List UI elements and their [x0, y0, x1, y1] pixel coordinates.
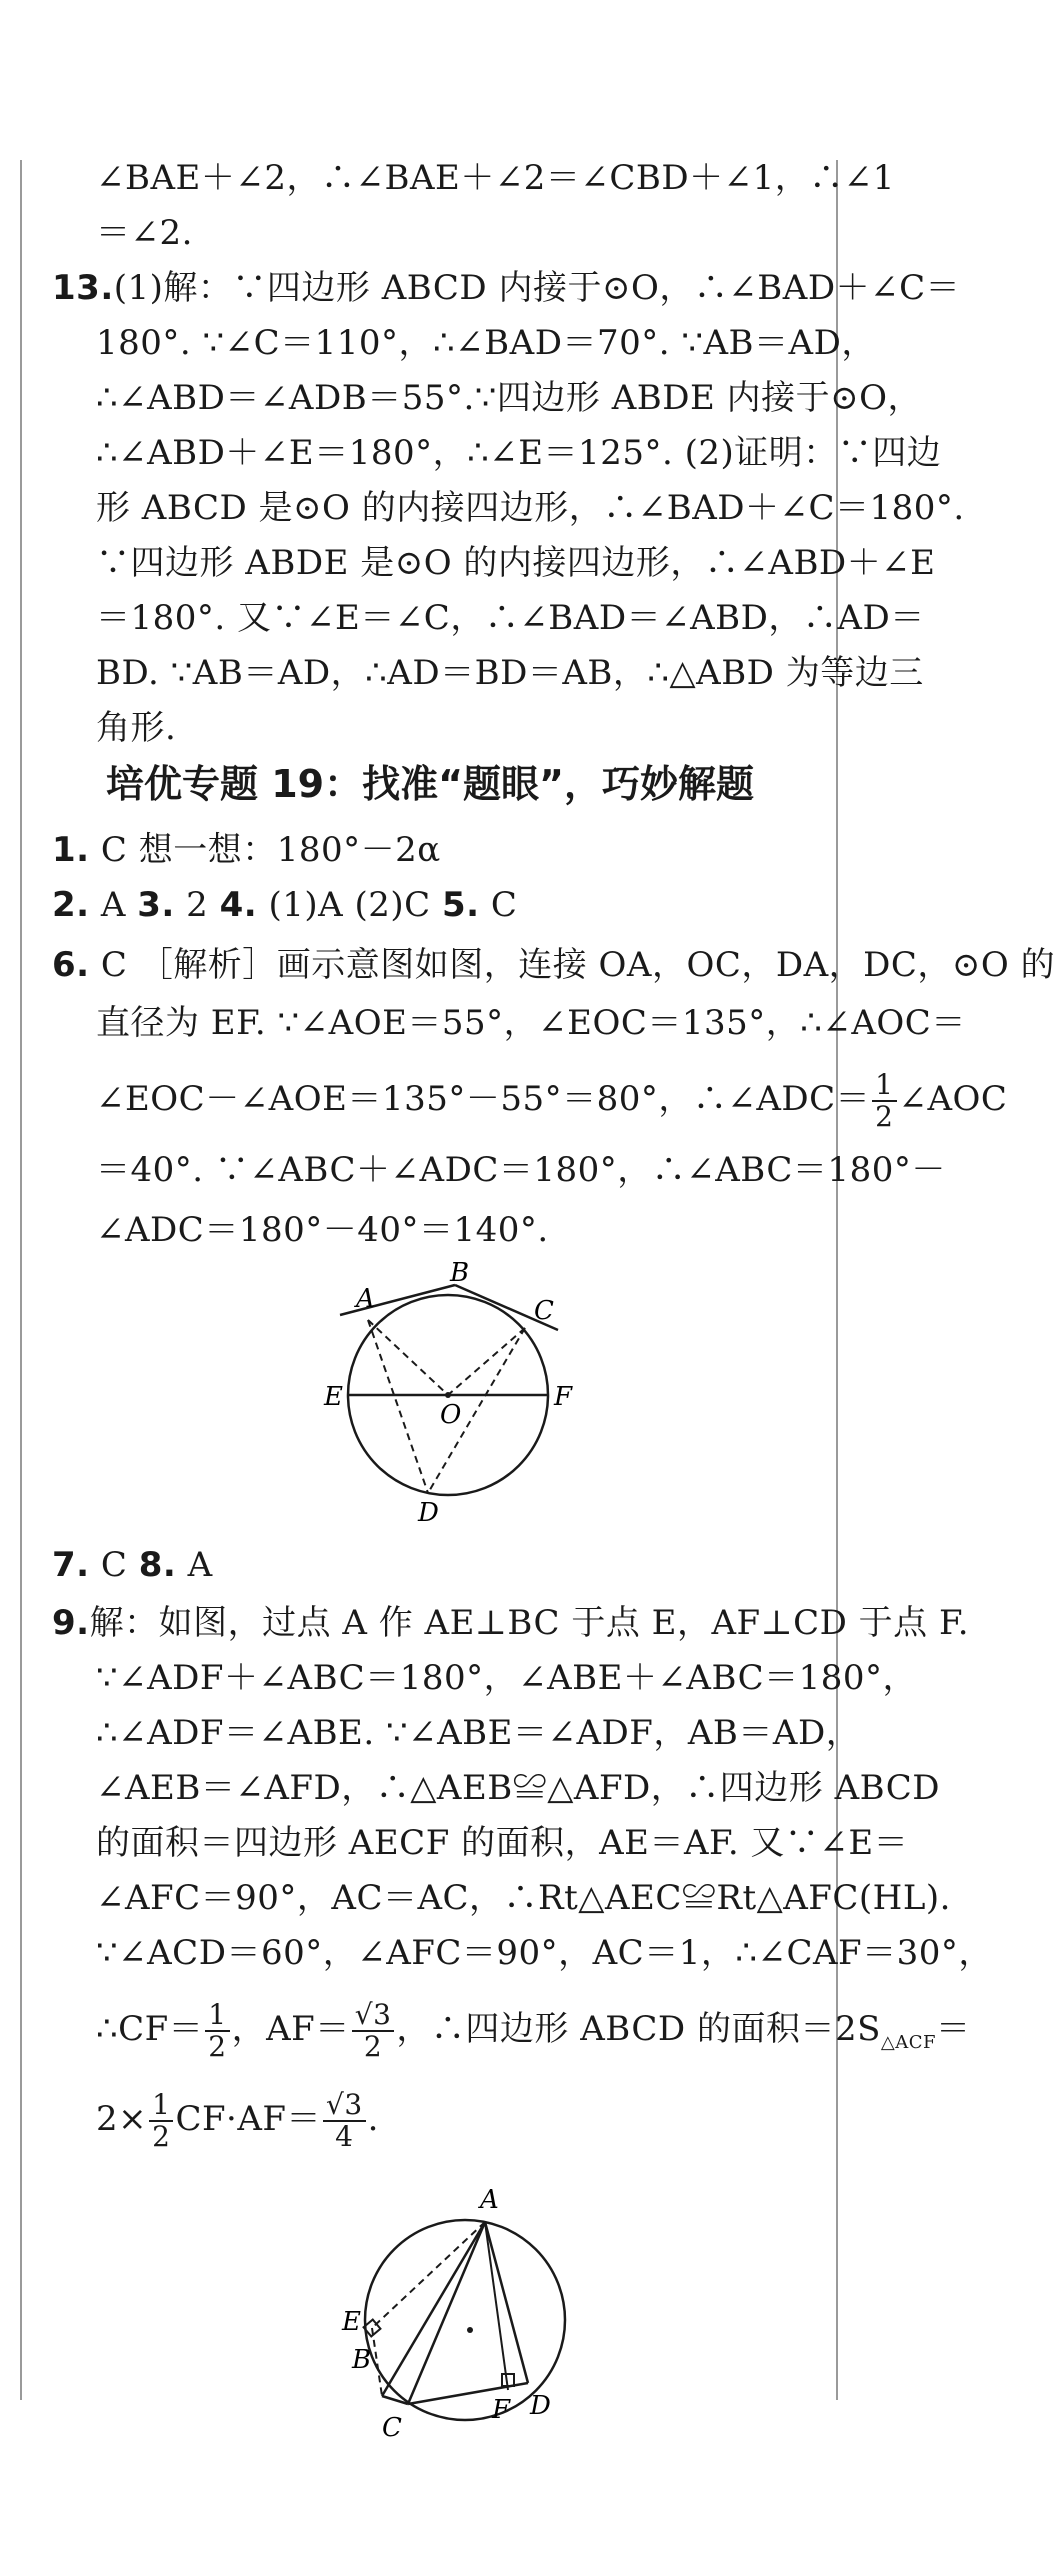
figure-circle-abcd — [320, 1258, 580, 1528]
q9-line-5: 的面积＝四边形 AECF 的面积，AE＝AF. 又∵∠E＝ — [96, 1823, 909, 1863]
section-heading: 培优专题 19：找准“题眼”，巧妙解题 — [105, 762, 755, 806]
label-o: O — [440, 1400, 462, 1430]
label-b: B — [450, 1258, 470, 1288]
text-line: ＝∠2. — [96, 213, 193, 253]
text-line: ∠BAE＋∠2，∴∠BAE＋∠2＝∠CBD＋∠1，∴∠1 — [96, 158, 895, 198]
q13-line-1: 13.(1)解：∵四边形 ABCD 内接于⊙O，∴∠BAD＋∠C＝ — [52, 268, 961, 308]
answers-2-5: 2. A 3. 2 4. (1)A (2)C 5. C — [52, 885, 518, 925]
q9-line-2: ∵∠ADF＋∠ABC＝180°，∠ABE＋∠ABC＝180°， — [96, 1658, 918, 1698]
q9-line-7: ∵∠ACD＝60°，∠AFC＝90°，AC＝1，∴∠CAF＝30°， — [96, 1933, 993, 1973]
q13-line-6: ∵四边形 ABDE 是⊙O 的内接四边形，∴∠ABD＋∠E — [96, 543, 936, 583]
answers-7-8: 7. C 8. A — [52, 1545, 213, 1585]
label-b: B — [352, 2345, 372, 2375]
q9-line-9: 2× $\frac{1}{2}$ CF·AF＝ $\frac{√3}{4}$ . — [96, 2088, 379, 2153]
q13-number: 13. — [52, 268, 114, 308]
q9-line-6: ∠AFC＝90°，AC＝AC，∴Rt△AEC≌Rt△AFC(HL). — [96, 1878, 951, 1918]
q13-line-8: BD. ∵AB＝AD，∴AD＝BD＝AB，∴△ABD 为等边三 — [96, 653, 924, 693]
answer-1: 1. C 想一想：180°－2α — [52, 830, 441, 870]
fraction: $\frac{1}{2}$ — [872, 1070, 896, 1132]
label-d: D — [530, 2391, 551, 2421]
q6-line-2: 直径为 EF. ∵∠AOE＝55°，∠EOC＝135°，∴∠AOC＝ — [96, 1003, 966, 1043]
label-c: C — [382, 2413, 402, 2443]
label-e: E — [324, 1382, 343, 1412]
label-f: F — [554, 1382, 573, 1412]
label-f: F — [492, 2395, 511, 2425]
label-c: C — [534, 1296, 554, 1326]
q6-line-3: ∠EOC－∠AOE＝135°－55°＝80°，∴∠ADC＝ $\frac{1}{2}$ ∠AOC — [96, 1068, 1008, 1133]
left-margin-line — [20, 160, 22, 2400]
label-a: A — [356, 1284, 375, 1314]
q13-line-7: ＝180°. 又∵∠E＝∠C，∴∠BAD＝∠ABD，∴AD＝ — [96, 598, 925, 638]
q13-line-9: 角形. — [96, 708, 177, 748]
q6-line-1: 6. C ［解析］画示意图如图，连接 OA，OC，DA，DC，⊙O 的 — [52, 945, 1055, 985]
q13-line-3: ∴∠ABD＝∠ADB＝55°.∵四边形 ABDE 内接于⊙O， — [96, 378, 923, 418]
q9-line-8: ∴CF＝ $\frac{1}{2}$ ，AF＝ $\frac{√3}{2}$ ，∴四边形 ABCD 的面积$=2S_{\triangle ACF}=$ — [96, 1998, 971, 2063]
label-a: A — [480, 2185, 499, 2215]
q9-line-1: 9.解：如图，过点 A 作 AE⊥BC 于点 E，AF⊥CD 于点 F. — [52, 1603, 970, 1643]
label-e: E — [342, 2307, 361, 2337]
q13-line-2: 180°. ∵∠C＝110°，∴∠BAD＝70°. ∵AB＝AD， — [96, 323, 876, 363]
q13-line-5: 形 ABCD 是⊙O 的内接四边形，∴∠BAD＋∠C＝180°. — [96, 488, 965, 528]
q6-line-4: ＝40°. ∵∠ABC＋∠ADC＝180°，∴∠ABC＝180°－ — [96, 1150, 946, 1190]
q6-line-5: ∠ADC＝180°－40°＝140°. — [96, 1210, 549, 1250]
q9-line-3: ∴∠ADF＝∠ABE. ∵∠ABE＝∠ADF，AB＝AD， — [96, 1713, 861, 1753]
label-d: D — [418, 1498, 439, 1528]
figure-circle-aecfd — [320, 2178, 580, 2443]
q9-line-4: ∠AEB＝∠AFD，∴△AEB≌△AFD，∴四边形 ABCD — [96, 1768, 941, 1808]
q13-line-4: ∴∠ABD＋∠E＝180°，∴∠E＝125°. (2)证明：∵四边 — [96, 433, 942, 473]
